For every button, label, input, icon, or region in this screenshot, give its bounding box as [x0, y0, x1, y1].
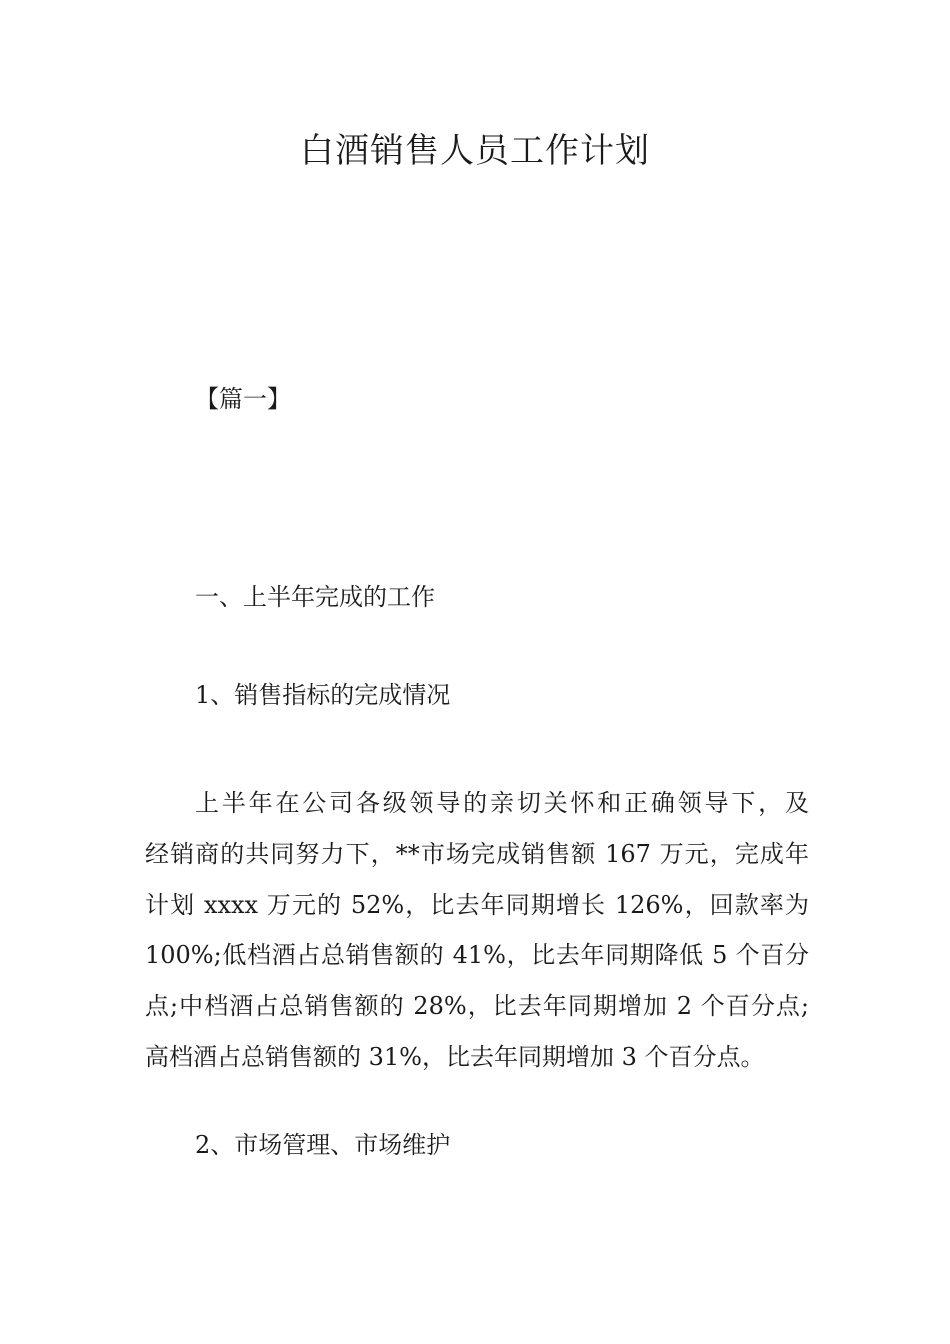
- subsection-heading-sales-targets: 1、销售指标的完成情况: [195, 681, 451, 709]
- paragraph-line: 计划 xxxx 万元的 52%，比去年同期增长 126%，回款率为: [145, 890, 809, 919]
- paragraph-line: 点;中档酒占总销售额的 28%，比去年同期增加 2 个百分点;: [145, 992, 809, 1021]
- paragraph-line: 经销商的共同努力下，**市场完成销售额 167 万元，完成年: [145, 839, 809, 868]
- document-title: 白酒销售人员工作计划: [300, 131, 650, 171]
- paragraph-line: 上半年在公司各级领导的亲切关怀和正确领导下，及: [195, 789, 809, 817]
- paragraph-line: 高档酒占总销售额的 31%，比去年同期增加 3 个百分点。: [145, 1042, 765, 1071]
- section-tag: 【篇一】: [195, 385, 291, 413]
- subsection-heading-market-management: 2、市场管理、市场维护: [195, 1131, 451, 1159]
- paragraph-line: 100%;低档酒占总销售额的 41%，比去年同期降低 5 个百分: [145, 941, 809, 970]
- section-heading: 一、上半年完成的工作: [195, 583, 435, 611]
- body-paragraph: [145, 778, 809, 1083]
